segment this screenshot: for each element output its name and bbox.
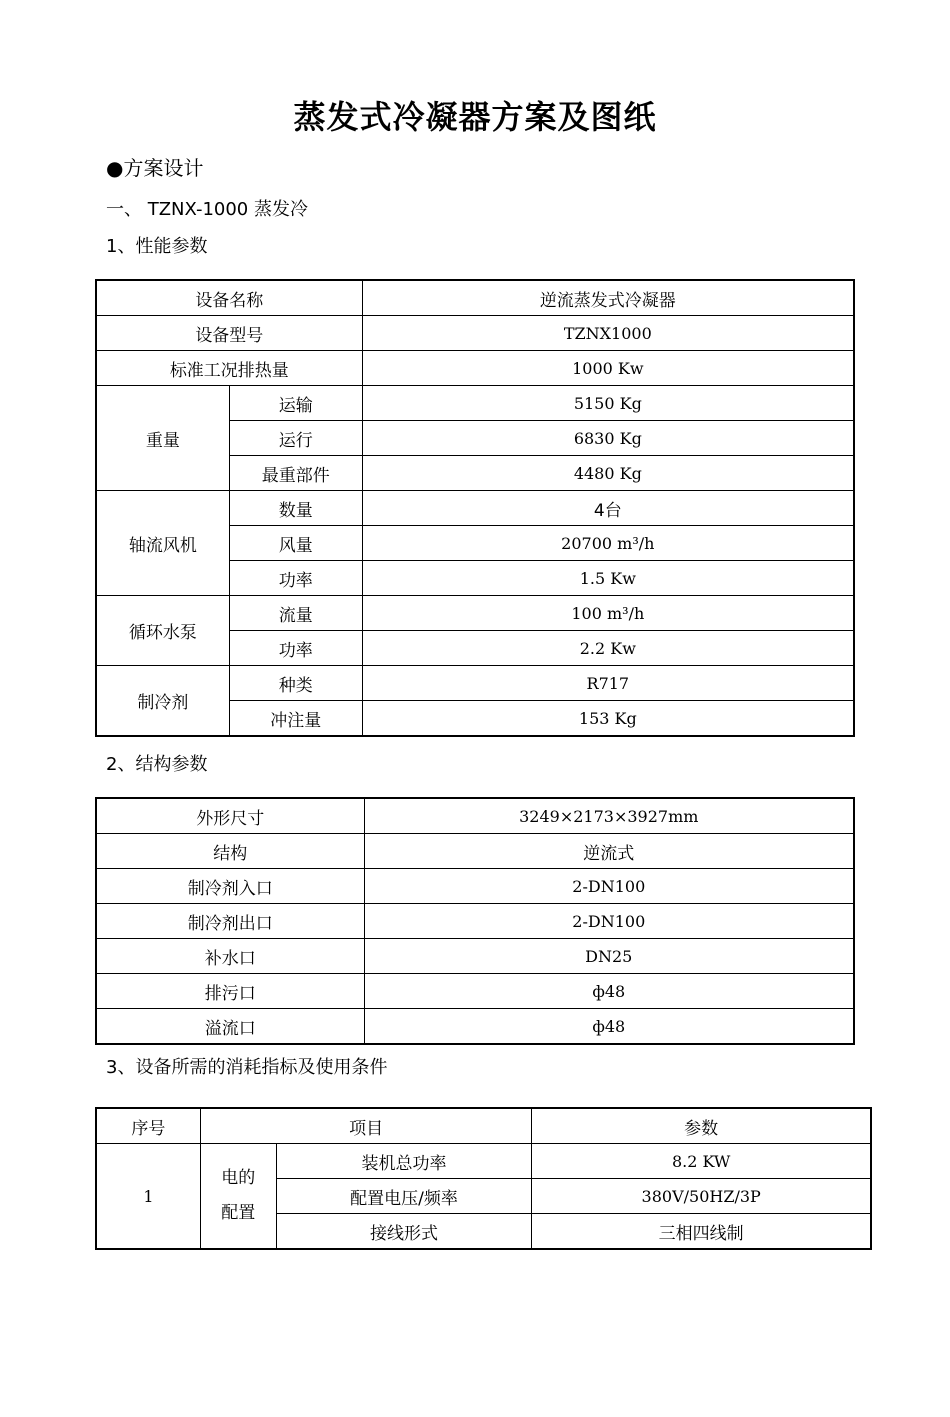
table-row: [97, 834, 854, 869]
label-cell: 配置电压/频率: [276, 1179, 532, 1214]
value-cell: 8.2 KW: [532, 1144, 871, 1179]
label-cell: 排污口: [97, 974, 365, 1009]
label-cell: 功率: [229, 561, 362, 596]
label-cell: 标准工况排热量: [97, 351, 363, 386]
value-cell: DN25: [364, 939, 853, 974]
value-cell: 2-DN100: [364, 869, 853, 904]
label-cell: 风量: [229, 526, 362, 561]
table-header-row: [97, 1109, 871, 1144]
model-heading: 一、 TZNX-1000 蒸发冷: [106, 199, 308, 220]
value-cell: ф48: [364, 974, 853, 1009]
group-label-line2: 配置: [221, 1203, 256, 1223]
value-cell: 4480 Kg: [362, 456, 853, 491]
table-row: [97, 666, 854, 701]
label-cell: 设备名称: [97, 281, 363, 316]
table-row: [97, 1009, 854, 1044]
label-cell: 数量: [229, 491, 362, 526]
value-cell: 380V/50HZ/3P: [532, 1179, 871, 1214]
structure-table: [96, 798, 854, 1044]
struct-heading: 2、结构参数: [106, 754, 208, 775]
label-cell: 冲注量: [229, 701, 362, 736]
value-cell: 逆流式: [364, 834, 853, 869]
label-cell: 最重部件: [229, 456, 362, 491]
group-label-line1: 电的: [221, 1168, 256, 1188]
consume-heading: 3、设备所需的消耗指标及使用条件: [106, 1057, 388, 1078]
value-cell: ф48: [364, 1009, 853, 1044]
label-cell: 运输: [229, 386, 362, 421]
value-cell: R717: [362, 666, 853, 701]
document-title: 蒸发式冷凝器方案及图纸: [293, 98, 657, 136]
label-cell: 流量: [229, 596, 362, 631]
header-cell: 参数: [532, 1109, 871, 1144]
label-cell: 补水口: [97, 939, 365, 974]
value-cell: 100 m³/h: [362, 596, 853, 631]
table-row: [97, 491, 854, 526]
label-cell: 接线形式: [276, 1214, 532, 1249]
value-cell: 6830 Kg: [362, 421, 853, 456]
performance-table: [96, 280, 854, 736]
table-row: [97, 904, 854, 939]
header-cell: 序号: [97, 1109, 201, 1144]
group-cell: 轴流风机: [97, 491, 230, 596]
label-cell: 装机总功率: [276, 1144, 532, 1179]
value-cell: 5150 Kg: [362, 386, 853, 421]
value-cell: 2-DN100: [364, 904, 853, 939]
group-cell: 重量: [97, 386, 230, 491]
value-cell: 3249×2173×3927mm: [364, 799, 853, 834]
value-cell: 2.2 Kw: [362, 631, 853, 666]
table-row: [97, 799, 854, 834]
table-row: [97, 1144, 871, 1179]
label-cell: 功率: [229, 631, 362, 666]
table-row: [97, 939, 854, 974]
label-cell: 溢流口: [97, 1009, 365, 1044]
table-row: [97, 974, 854, 1009]
header-cell: 项目: [200, 1109, 532, 1144]
table-row: [97, 596, 854, 631]
index-cell: 1: [97, 1144, 201, 1249]
table-row: [97, 869, 854, 904]
label-cell: 种类: [229, 666, 362, 701]
group-cell: [200, 1144, 276, 1249]
value-cell: TZNX1000: [362, 316, 853, 351]
value-cell: 4台: [362, 491, 853, 526]
value-cell: 153 Kg: [362, 701, 853, 736]
label-cell: 结构: [97, 834, 365, 869]
table-row: [97, 386, 854, 421]
consumption-table: [96, 1108, 871, 1249]
value-cell: 20700 m³/h: [362, 526, 853, 561]
label-cell: 外形尺寸: [97, 799, 365, 834]
label-cell: 运行: [229, 421, 362, 456]
value-cell: 1000 Kw: [362, 351, 853, 386]
table-row: [97, 281, 854, 316]
section-heading: ●方案设计: [106, 156, 204, 180]
value-cell: 三相四线制: [532, 1214, 871, 1249]
value-cell: 1.5 Kw: [362, 561, 853, 596]
group-cell: 循环水泵: [97, 596, 230, 666]
table-row: [97, 316, 854, 351]
label-cell: 制冷剂入口: [97, 869, 365, 904]
label-cell: 制冷剂出口: [97, 904, 365, 939]
perf-heading: 1、性能参数: [106, 236, 208, 257]
table-row: [97, 351, 854, 386]
value-cell: 逆流蒸发式冷凝器: [362, 281, 853, 316]
group-cell: 制冷剂: [97, 666, 230, 736]
label-cell: 设备型号: [97, 316, 363, 351]
